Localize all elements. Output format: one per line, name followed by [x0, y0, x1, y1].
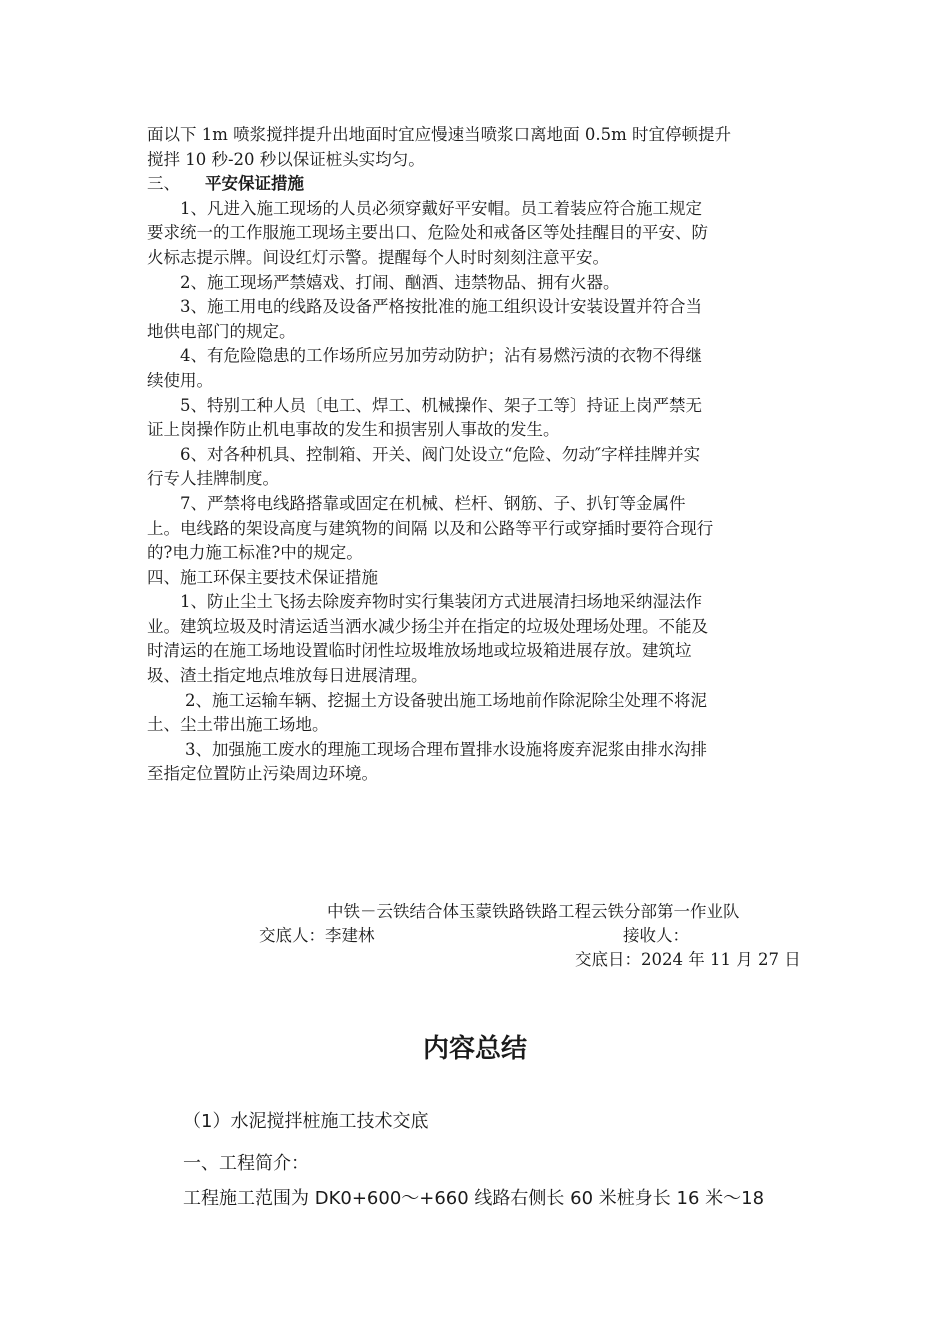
- signature-organization: 中铁－云铁结合体玉蒙铁路铁路工程云铁分部第一作业队: [327, 902, 740, 921]
- section-3-line: 3、施工用电的线路及设备严格按批准的施工组织设计安装设置并符合当: [180, 297, 702, 317]
- section-4-line: 圾、渣土指定地点堆放每日进展清理。: [147, 666, 428, 686]
- summary-item: 一、工程简介：: [183, 1153, 309, 1174]
- section-3-line: 地供电部门的规定。: [147, 321, 296, 341]
- section-4-heading: 四、施工环保主要技术保证措施: [147, 567, 378, 587]
- section-3-line: 5、特别工种人员〔电工、焊工、机械操作、架子工等〕持证上岗严禁无: [180, 395, 702, 415]
- document-body: [147, 123, 807, 787]
- section-4-line: 业。建筑垃圾及时清运适当洒水减少扬尘并在指定的垃圾处理场处理。不能及: [147, 616, 708, 636]
- body-line: 搅拌 10 秒-20 秒以保证桩头实均匀。: [147, 149, 425, 169]
- section-3-line: 2、施工现场严禁嬉戏、打闹、酗酒、违禁物品、拥有火器。: [180, 272, 620, 292]
- section-3-title: 平安保证措施: [205, 174, 304, 194]
- section-3-line: 上。电线路的架设高度与建筑物的间隔 以及和公路等平行或穿插时要符合现行: [147, 518, 714, 538]
- signature-receiver: 接收人：: [623, 926, 689, 945]
- section-4-line: 2、施工运输车辆、挖掘土方设备驶出施工场地前作除泥除尘处理不将泥: [185, 690, 707, 710]
- section-4-line: 时清运的在施工场地设置临时闭性垃圾堆放场地或垃圾箱进展存放。建筑垃: [147, 641, 692, 661]
- summary-item: 工程施工范围为 DK0+600～+660 线路右侧长 60 米桩身长 16 米～18: [183, 1188, 765, 1209]
- signature-date: 交底日：2024 年 11 月 27 日: [575, 950, 801, 969]
- section-4-line: 1、防止尘土飞扬去除废弃物时实行集装闭方式进展清扫场地采纳湿法作: [180, 592, 702, 612]
- section-4-line: 3、加强施工废水的理施工现场合理布置排水设施将废弃泥浆由排水沟排: [185, 739, 707, 759]
- section-3-line: 要求统一的工作服施工现场主要出口、危险处和戒备区等处挂醒目的平安、防: [147, 223, 708, 243]
- section-3-line: 6、对各种机具、控制箱、开关、阀门处设立“危险、勿动″字样挂牌并实: [180, 444, 701, 464]
- body-line: 面以下 1m 喷浆搅拌提升出地面时宜应慢速当喷浆口离地面 0.5m 时宜停顿提升: [147, 125, 732, 144]
- section-3-line: 证上岗操作防止机电事故的发生和损害别人事故的发生。: [147, 420, 560, 440]
- section-3-line: 7、严禁将电线路搭靠或固定在机械、栏杆、钢筋、子、扒钉等金属件: [180, 493, 686, 513]
- section-3-line: 火标志提示牌。间设红灯示警。提醒每个人时时刻刻注意平安。: [147, 247, 609, 267]
- signature-presenter: 交底人：李建林: [259, 926, 375, 945]
- section-3-line: 4、有危险隐患的工作场所应另加劳动防护；沾有易燃污渍的衣物不得继: [180, 346, 702, 366]
- section-3-number: 三、: [147, 174, 180, 194]
- section-3-heading: [147, 172, 807, 197]
- section-4-line: 至指定位置防止污染周边环境。: [147, 764, 378, 784]
- summary-item: （1）水泥搅拌桩施工技术交底: [183, 1111, 429, 1132]
- summary-title: 内容总结: [422, 1034, 527, 1064]
- section-3-line: 行专人挂牌制度。: [147, 469, 279, 489]
- section-3-line: 续使用。: [147, 370, 213, 390]
- section-3-line: 的?电力施工标准?中的规定。: [147, 543, 363, 563]
- section-4-line: 土、尘土带出施工场地。: [147, 715, 329, 735]
- section-3-line: 1、凡进入施工现场的人员必须穿戴好平安帽。员工着装应符合施工规定: [180, 198, 702, 218]
